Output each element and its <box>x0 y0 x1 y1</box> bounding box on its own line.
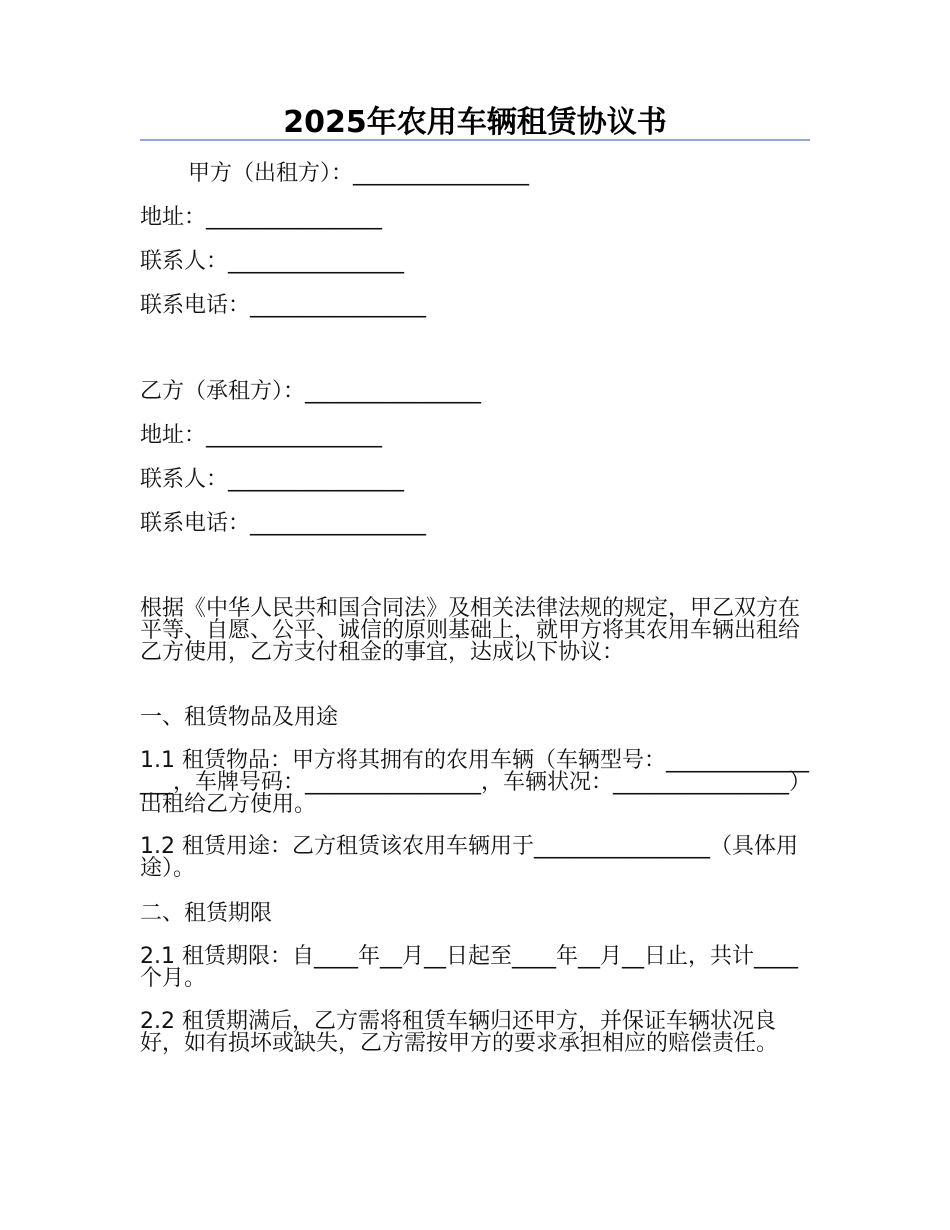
clause-1-2: 1.2 租赁用途：乙方租赁该农用车辆用于________________（具体用途）。 <box>140 834 798 881</box>
party-a-contact: 联系人：________________ <box>140 249 405 274</box>
section-1-heading: 一、租赁物品及用途 <box>140 705 339 730</box>
party-b-phone: 联系电话：________________ <box>140 511 427 536</box>
clause-2-2: 2.2 租赁期满后，乙方需将租赁车辆归还甲方，并保证车辆状况良好，如有损坏或缺失，乙方需按甲方的要求承担相应的赔偿责任。 <box>140 1009 779 1056</box>
party-a-phone: 联系电话：________________ <box>140 293 427 318</box>
party-b-contact: 联系人：________________ <box>140 467 405 492</box>
clause-2-1: 2.1 租赁期限：自____年__月__日起至____年__月__日止，共计____个月。 <box>140 944 798 991</box>
party-b-address: 地址：________________ <box>140 423 383 448</box>
clause-1-1: 1.1 租赁物品：甲方将其拥有的农用车辆（车辆型号：________________，车牌号码：________________，车辆状况：________________）出租给乙方使用。 <box>140 748 812 817</box>
party-a-address: 地址：________________ <box>140 205 383 230</box>
party-a-label: 甲方（出租方）：________________ <box>188 161 530 186</box>
party-b-label: 乙方（承租方）：________________ <box>140 379 482 404</box>
preamble-paragraph: 根据《中华人民共和国合同法》及相关法律法规的规定，甲乙双方在平等、自愿、公平、诚信的原则基础上，就甲方将其农用车辆出租给乙方使用，乙方支付租金的事宜，达成以下协议： <box>140 596 801 665</box>
document-title: 2025年农用车辆租赁协议书 <box>283 105 667 140</box>
title-underline <box>140 139 810 141</box>
section-2-heading: 二、租赁期限 <box>140 901 273 926</box>
